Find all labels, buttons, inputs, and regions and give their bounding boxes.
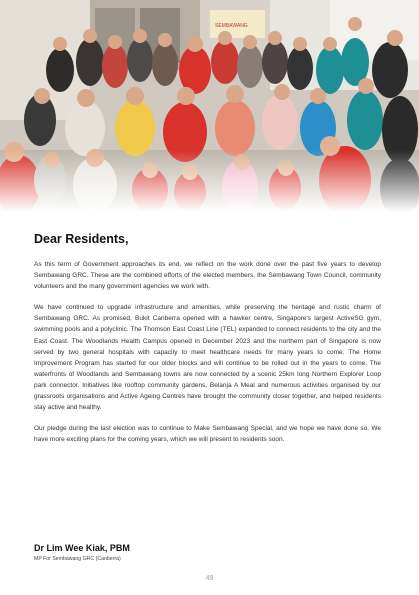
banner-text: SEMBAWANG	[215, 23, 248, 29]
letter-paragraph-1: As this term of Government approaches its end, we reflect on the work done over the past five years to develop Sembawang GRC. These are the combined efforts of the elected members, the Sembawang Town Council, community volunteers and the many government agencies we work with.	[34, 261, 381, 291]
letter-paragraph-3: Our pledge during the last election was to continue to Make Sembawang Special, and we hope we have done so. We have more exciting plans for the coming years, which we will present to residents soon.	[34, 425, 381, 444]
signature-title: MP For Sembawang GRC (Canberra)	[34, 556, 121, 562]
letter-body	[34, 232, 381, 455]
letter-paragraph-2: We have continued to upgrade infrastructure and amenities, while preserving the heritage and rustic charm of Sembawang GRC. As promised, Bukit Canberra opened with a hawker centre, Singapore's largest ActiveSG gym, swimming pools and a polyclinic. The Thomson East Coast Line (TEL) expanded to connect residents to the city and the East Coast. The Woodlands Health Campus opened in December 2023 and the northern part of Singapore is now served by two general hospitals with capacity to meet healthcare needs for many years to come. The Home Improvement Program has started for our older blocks and will continue to be rolled out in the years to come. The waterfronts of Woodlands and Sembawang towns are now connected by a scenic 25km long Northern Explorer Loop park connector. Initiatives like rooftop community gardens, Belanja A Meal and numerous activities organised by our grassroots organisations and Active Ageing Centres have brought the community closer together, and helped residents stay active and healthy.	[34, 304, 381, 412]
group-photo	[0, 0, 419, 212]
letter-greeting: Dear Residents,	[34, 232, 129, 246]
page-number: 49	[205, 575, 214, 582]
signature-name: Dr Lim Wee Kiak, PBM	[34, 543, 130, 553]
